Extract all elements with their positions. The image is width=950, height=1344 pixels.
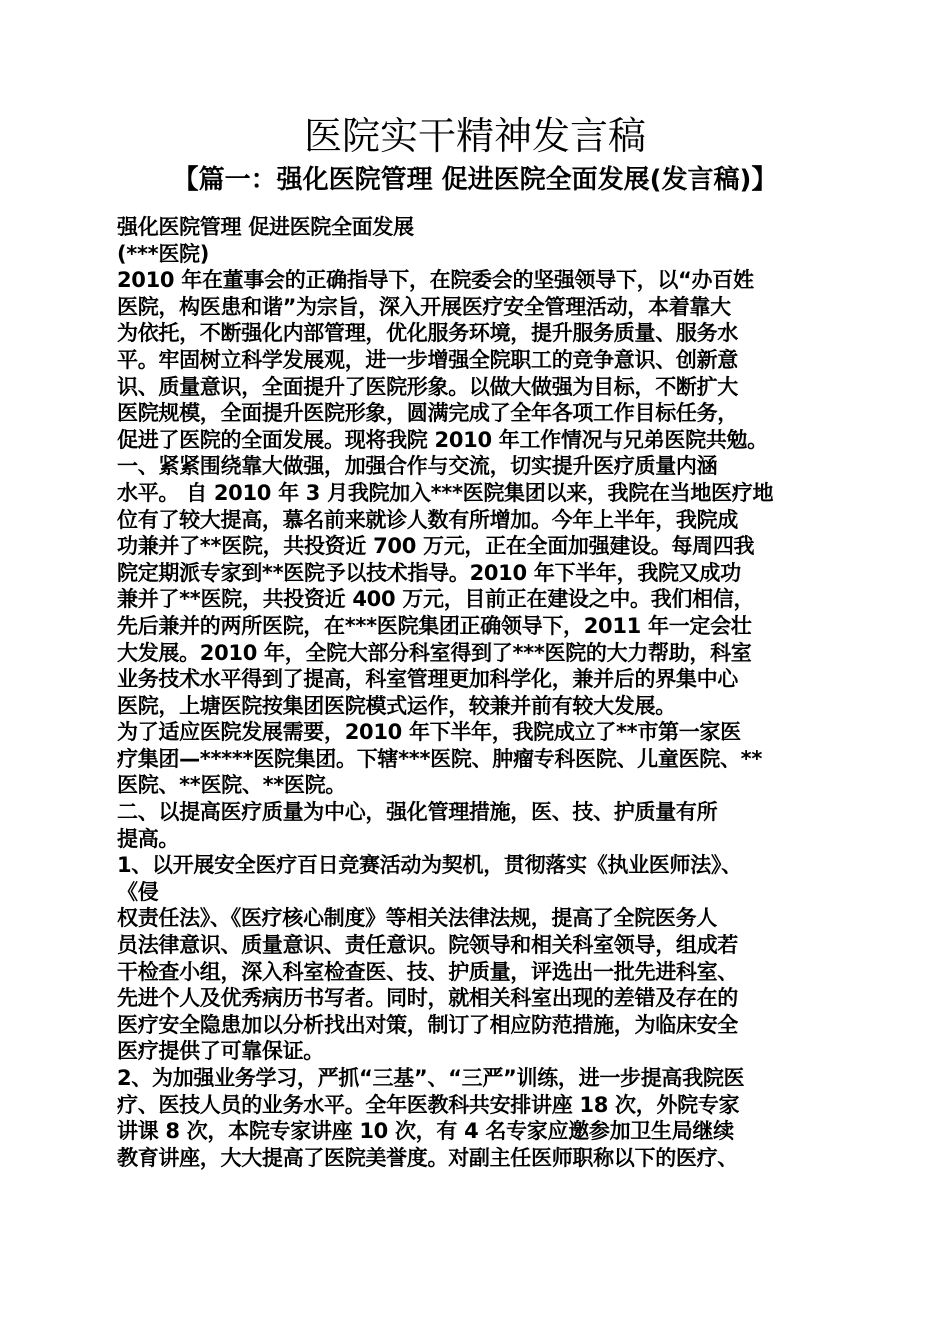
body-line: 讲课 8 次，本院专家讲座 10 次，有 4 名专家应邀参加卫生局继续	[117, 1119, 734, 1144]
body-line: 医疗安全隐患加以分析找出对策，制订了相应防范措施，为临床安全	[117, 1012, 738, 1037]
body-line: 医院、**医院、**医院。	[117, 773, 347, 798]
body-line: 院定期派专家到**医院予以技术指导。2010 年下半年，我院又成功	[117, 560, 741, 585]
body-line: 先进个人及优秀病历书写者。同时，就相关科室出现的差错及存在的	[117, 986, 738, 1011]
body-line: 疗集团—*****医院集团。下辖***医院、肿瘤专科医院、儿童医院、**	[117, 746, 763, 771]
page-subtitle: 【篇一：强化医院管理 促进医院全面发展(发言稿)】	[172, 165, 778, 195]
body-line: 医院，上塘医院按集团医院模式运作，较兼并前有较大发展。	[117, 693, 676, 718]
body-line: 1、以开展安全医疗百日竞赛活动为契机，贯彻落实《执业医师法》、	[117, 853, 742, 878]
body-line: 提高。	[117, 826, 180, 851]
body-text	[117, 214, 839, 1171]
body-line: 一、紧紧围绕靠大做强，加强合作与交流，切实提升医疗质量内涵	[117, 454, 718, 479]
body-line: 员法律意识、质量意识、责任意识。院领导和相关科室领导，组成若	[117, 933, 738, 958]
body-line: 教育讲座，大大提高了医院美誉度。对副主任医师职称以下的医疗、	[117, 1145, 738, 1170]
body-line: 位有了较大提高，慕名前来就诊人数有所增加。今年上半年，我院成	[117, 507, 738, 532]
body-line: 强化医院管理 促进医院全面发展	[117, 215, 414, 239]
body-line: 识、质量意识，全面提升了医院形象。以做大做强为目标，不断扩大	[117, 374, 738, 399]
body-line: 兼并了**医院，共投资近 400 万元，目前正在建设之中。我们相信，	[117, 587, 755, 612]
body-line: 疗、医技人员的业务水平。全年医教科共安排讲座 18 次，外院专家	[117, 1092, 740, 1117]
body-line: 促进了医院的全面发展。现将我院 2010 年工作情况与兄弟医院共勉。	[117, 427, 768, 452]
body-line: 水平。 自 2010 年 3 月我院加入***医院集团以来，我院在当地医疗地	[117, 480, 774, 505]
body-line: 干检查小组，深入科室检查医、技、护质量，评选出一批先进科室、	[117, 959, 738, 984]
body-line: 医院规模，全面提升医院形象，圆满完成了全年各项工作目标任务，	[117, 401, 738, 426]
body-line: 平。牢固树立科学发展观，进一步增强全院职工的竞争意识、创新意	[117, 347, 738, 372]
body-line: 功兼并了**医院，共投资近 700 万元，正在全面加强建设。每周四我	[117, 534, 755, 559]
body-line: (***医院)	[117, 241, 210, 266]
body-line: 权责任法》、《医疗核心制度》等相关法律法规，提高了全院医务人	[117, 906, 717, 931]
body-line: 二、以提高医疗质量为中心，强化管理措施，医、技、护质量有所	[117, 800, 718, 825]
body-line: 医院，构医患和谐”为宗旨，深入开展医疗安全管理活动，本着靠大	[117, 294, 731, 319]
body-line: 业务技术水平得到了提高，科室管理更加科学化，兼并后的界集中心	[117, 667, 738, 692]
body-line: 为了适应医院发展需要，2010 年下半年，我院成立了**市第一家医	[117, 720, 741, 745]
body-line: 大发展。2010 年，全院大部分科室得到了***医院的大力帮助，科室	[117, 640, 752, 665]
body-line: 《侵	[117, 879, 159, 904]
body-line: 2、为加强业务学习，严抓“三基”、“三严”训练，进一步提高我院医	[117, 1066, 745, 1090]
page-title: 医院实干精神发言稿	[303, 114, 646, 158]
body-line: 2010 年在董事会的正确指导下，在院委会的坚强领导下，以“办百姓	[117, 268, 754, 293]
body-line: 医疗提供了可靠保证。	[117, 1039, 324, 1064]
body-line: 先后兼并的两所医院，在***医院集团正确领导下，2011 年一定会壮	[117, 613, 752, 638]
body-line: 为依托，不断强化内部管理，优化服务环境，提升服务质量、服务水	[117, 321, 738, 346]
